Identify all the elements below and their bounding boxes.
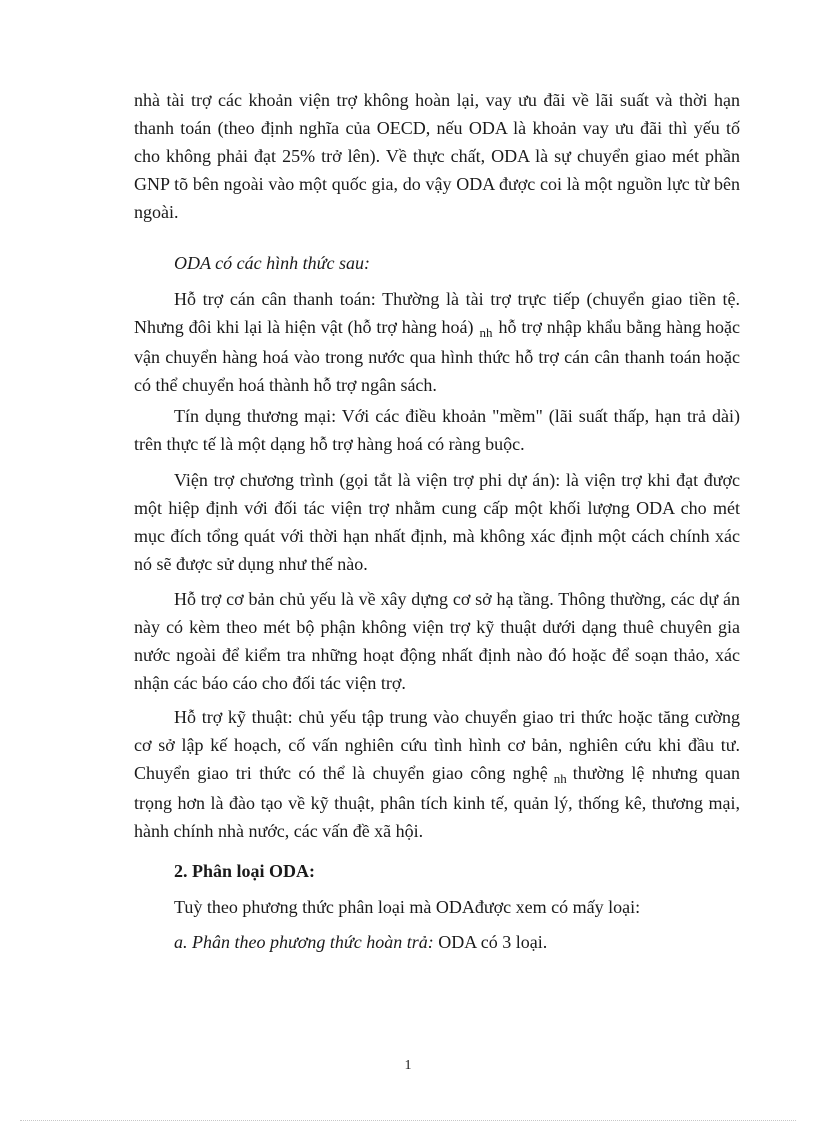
paragraph-commercial-credit: Tín dụng thương mại: Với các điều khoản "mềm" (lãi suất thấp, hạn trả dài) trên thực tế là một dạng hỗ trợ hàng hoá có ràng buộc. <box>134 406 740 454</box>
bop-text-part2: hỗ trợ nhập khẩu bằng hàng hoặc vận chuyển hàng hoá vào trong nước qua hình thức hỗ trợ cán cân thanh toán hoặc có thể chuyển hoá thành hỗ trợ ngân sách. <box>134 317 740 395</box>
paragraph-oda-forms-intro: ODA có các hình thức sau: <box>174 253 370 273</box>
paragraph-balance-of-payments <box>134 285 740 399</box>
bop-text-part1: Hỗ trợ cán cân thanh toán: Thường là tài trợ trực tiếp (chuyển giao tiền tệ. Nhưng đôi khi lại là hiện vật (hỗ trợ hàng hoá) <box>134 289 740 337</box>
ta-nh-fragment: nh <box>553 771 567 786</box>
paragraph-classification-intro: Tuỳ theo phương thức phân loại mà ODAđược xem có mấy loại: <box>174 897 641 917</box>
ta-text-part2: thường lệ nhưng quan trọng hơn là đào tạo về kỹ thuật, phân tích kinh tế, quản lý, thống kê, thương mại, hành chính nhà nước, các vấn đề xã hội. <box>134 763 740 841</box>
paragraph-oda-definition: nhà tài trợ các khoản viện trợ không hoàn lại, vay ưu đãi về lãi suất và thời hạn thanh toán (theo định nghĩa của OECD, nếu ODA là khoản vay ưu đãi thì yếu tố cho không phải đạt 25% trở lên). Về thực chất, ODA là sự chuyển giao mét phần GNP tõ bên ngoài vào một quốc gia, do vậy ODA được coi là một nguồn lực từ bên ngoài. <box>134 90 740 222</box>
paragraph-basic-support: Hỗ trợ cơ bản chủ yếu là về xây dựng cơ sở hạ tầng. Thông thường, các dự án này có kèm theo mét bộ phận không viện trợ kỹ thuật dưới dạng thuê chuyên gia nước ngoài để kiểm tra những hoạt động nhất định nào đó hoặc để soạn thảo, xác nhận các báo cáo cho đối tác viện trợ. <box>134 589 740 693</box>
paragraph-program-aid: Viện trợ chương trình (gọi tắt là viện trợ phi dự án): là viện trợ khi đạt được một hiệp định với đối tác viện trợ nhằm cung cấp một khối lượng ODA cho mét mục đích tổng quát với thời hạn nhất định, mà không xác định một cách chính xác nó sẽ được sử dụng như thế nào. <box>134 470 740 574</box>
ta-text-part1: Hỗ trợ kỹ thuật: chủ yếu tập trung vào chuyển giao tri thức hoặc tăng cường cơ sở lập kế hoạch, cố vấn nghiên cứu tình hình cơ bản, nghiên cứu khi đầu tư. Chuyển giao tri thức có thể là chuyển giao công nghệ <box>134 707 740 783</box>
repayment-label: a. Phân theo phương thức hoàn trả: <box>174 932 434 952</box>
section-heading-oda-classification: 2. Phân loại ODA: <box>174 861 316 881</box>
paragraph-by-repayment <box>134 928 740 956</box>
page-number: 1 <box>404 1058 412 1073</box>
repayment-text: ODA có 3 loại. <box>433 932 548 952</box>
page-bottom-rule <box>20 1120 796 1121</box>
paragraph-technical-assistance <box>134 703 740 845</box>
bop-nh-fragment: nh <box>479 325 493 340</box>
